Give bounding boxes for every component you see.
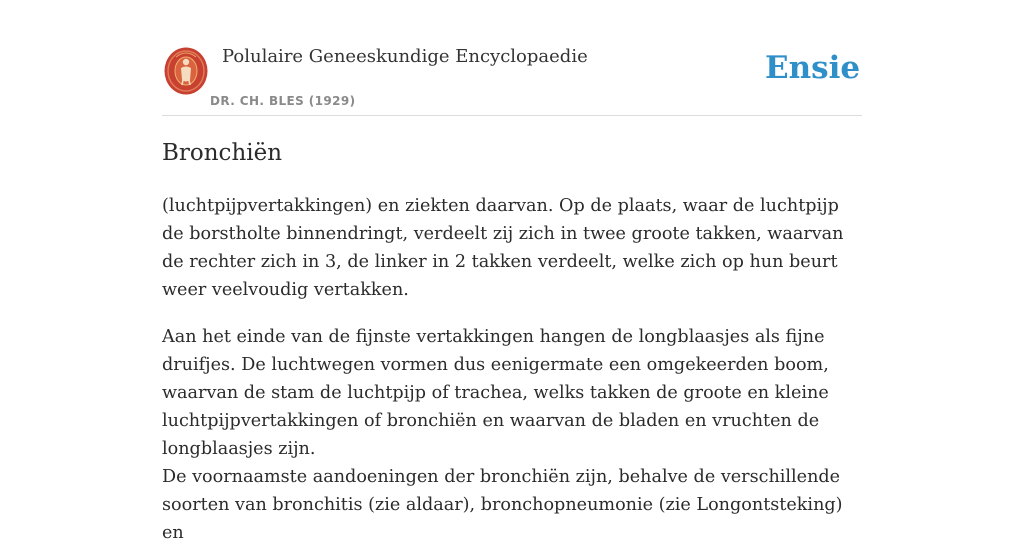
article-headword: Bronchiën	[162, 140, 283, 166]
book-cover-medal-icon	[164, 47, 208, 95]
article-paragraph: Aan het einde van de fijnste vertakkingen hangen de longblaasjes als fijne druifjes. De luchtwegen vormen dus eenigermate een omgekeerden boom, waarvan de stam de luchtpijp of trachea, welks takken de groote en kleine luchtpijpvertakkingen of bronchiën en waarvan de bladen en vruchten de longblaasjes zijn.	[162, 327, 829, 459]
publication-title: Polulaire Geneeskundige Encyclopaedie	[222, 46, 588, 67]
publication-author: DR. CH. BLES (1929)	[210, 94, 356, 108]
article-paragraph: (luchtpijpvertakkingen) en ziekten daarvan. Op de plaats, waar de luchtpijp de borstholte binnendringt, verdeelt zij zich in twee groote takken, waarvan de rechter zich in 3, de linker in 2 takken verdeelt, welke zich op hun beurt weer veelvoudig vertakken.	[162, 196, 844, 300]
brand-logo-link[interactable]: Ensie	[765, 50, 861, 86]
article-paragraph: De voornaamste aandoeningen der bronchiën zijn, behalve de verschillende soorten van bronchitis (zie aldaar), bronchopneumonie (zie Longontsteking) en	[162, 467, 843, 543]
header-divider	[162, 115, 862, 116]
